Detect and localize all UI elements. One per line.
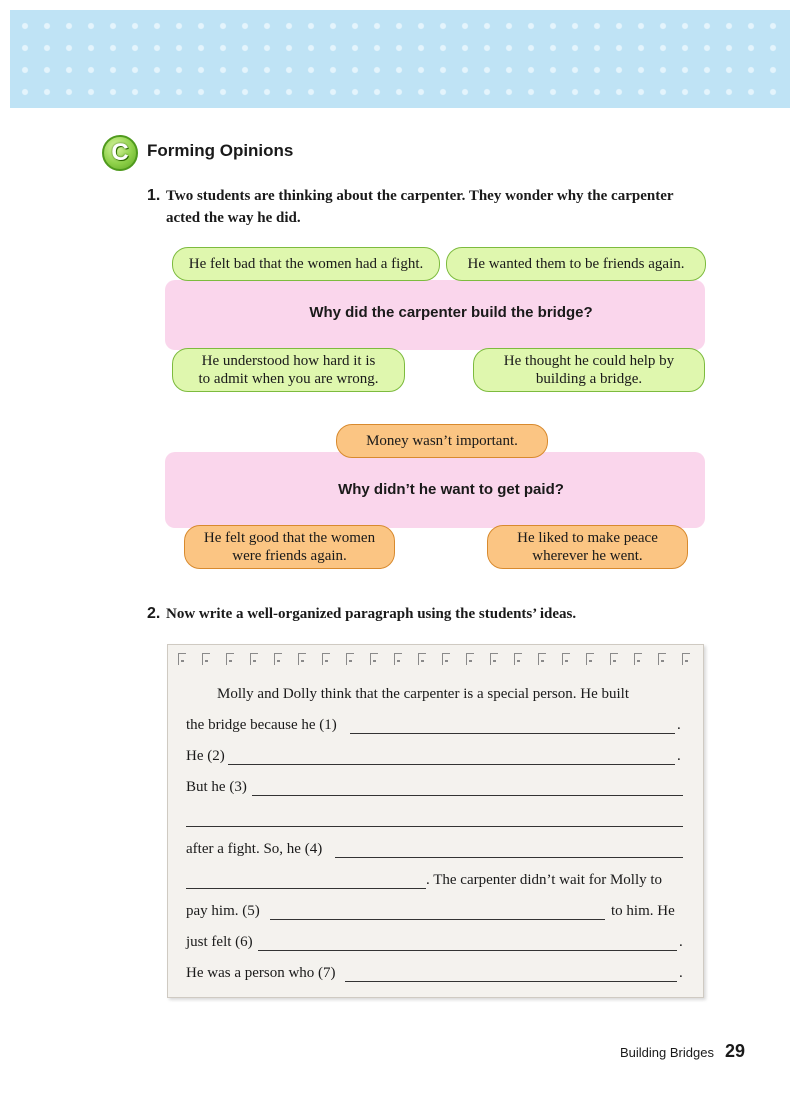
bubble-thought-help-line1: He thought he could help by [503,353,675,369]
blank-3-continued[interactable] [186,826,683,827]
paragraph-line-9-end: . [679,934,683,950]
paragraph-line-4-start: But he (3) [186,779,247,795]
paragraph-line-9-start: just felt (6) [186,934,253,950]
question-1-line1: Two students are thinking about the carpenter. They wonder why the carpenter [166,188,674,204]
notepad-ring [298,653,306,665]
section-c-badge-icon: C [102,135,138,171]
notepad-ring [418,653,426,665]
notepad-ring [610,653,618,665]
notepad-ring [466,653,474,665]
diagram-1-question: Why did the carpenter build the bridge? [309,304,593,321]
notepad-ring [370,653,378,665]
footer-unit-title: Building Bridges [620,1045,714,1060]
bubble-wanted-friends [446,247,706,281]
notepad-ring [514,653,522,665]
bubble-make-peace-line2: wherever he went. [532,548,643,564]
paragraph-line-8-start: pay him. (5) [186,903,260,919]
notepad-ring [682,653,690,665]
bubble-make-peace [487,525,688,569]
bubble-felt-good [184,525,395,569]
notepad-ring [274,653,282,665]
notepad-ring [346,653,354,665]
bubble-thought-help [473,348,705,392]
notepad-ring [250,653,258,665]
blank-1[interactable] [350,733,675,734]
question-1-line2: acted the way he did. [166,210,301,226]
notepad-ring [442,653,450,665]
bubble-felt-bad [172,247,440,281]
bubble-felt-good-text [204,529,375,565]
notepad-ring [586,653,594,665]
bubble-make-peace-text [517,529,658,565]
notepad-ring [658,653,666,665]
bubble-understood-line2: to admit when you are wrong. [198,371,379,387]
bubble-make-peace-line1: He liked to make peace [517,530,658,546]
question-2-text: Now write a well-organized paragraph using the students’ ideas. [166,606,577,622]
bubble-wanted-friends-text: He wanted them to be friends again. [467,256,685,272]
bubble-money-text: Money wasn’t important. [366,433,518,449]
bubble-felt-bad-text: He felt bad that the women had a fight. [188,256,424,272]
bubble-understood-line1: He understood how hard it is [201,353,376,369]
bubble-thought-help-line2: building a bridge. [535,371,643,387]
notepad-ring [634,653,642,665]
blank-4-continued[interactable] [186,888,426,889]
section-title: Forming Opinions [147,141,294,160]
question-2-number: 2. [147,605,161,622]
blank-5[interactable] [270,919,605,920]
notepad-ring [490,653,498,665]
bubble-felt-good-line1: He felt good that the women [203,530,376,546]
blank-2[interactable] [228,764,675,765]
notepad-ring [322,653,330,665]
blank-7[interactable] [345,981,677,982]
paragraph-line-6-start: after a fight. So, he (4) [186,841,323,857]
page-number: 29 [725,1041,746,1061]
paragraph-line-1: Molly and Dolly think that the carpenter is a special person. He built [217,686,629,702]
paragraph-line-8-end: to him. He [611,903,675,919]
notepad-ring [178,653,186,665]
notepad-ring [202,653,210,665]
diagram-2-question: Why didn’t he want to get paid? [338,481,564,498]
paragraph-line-3-start: He (2) [186,748,225,764]
paragraph-line-10-start: He was a person who (7) [186,965,336,981]
blank-3[interactable] [252,795,683,796]
bubble-understood-text [199,352,379,388]
notepad-ring [394,653,402,665]
blank-4[interactable] [335,857,683,858]
bubble-understood [172,348,405,392]
paragraph-line-10-end: . [679,965,683,981]
paragraph-line-7-end: . The carpenter didn’t wait for Molly to [426,872,663,888]
notepad-ring [226,653,234,665]
bubble-money [336,424,548,458]
paragraph-line-2-end: . [677,717,681,733]
bubble-felt-good-line2: were friends again. [232,548,347,564]
blank-6[interactable] [258,950,677,951]
paragraph-line-2-start: the bridge because he (1) [186,717,337,733]
top-banner [10,10,790,108]
notepad-ring [562,653,570,665]
question-1-number: 1. [147,187,161,204]
bubble-thought-help-text [504,352,674,388]
notepad-ring [538,653,546,665]
paragraph-line-3-end: . [677,748,681,764]
